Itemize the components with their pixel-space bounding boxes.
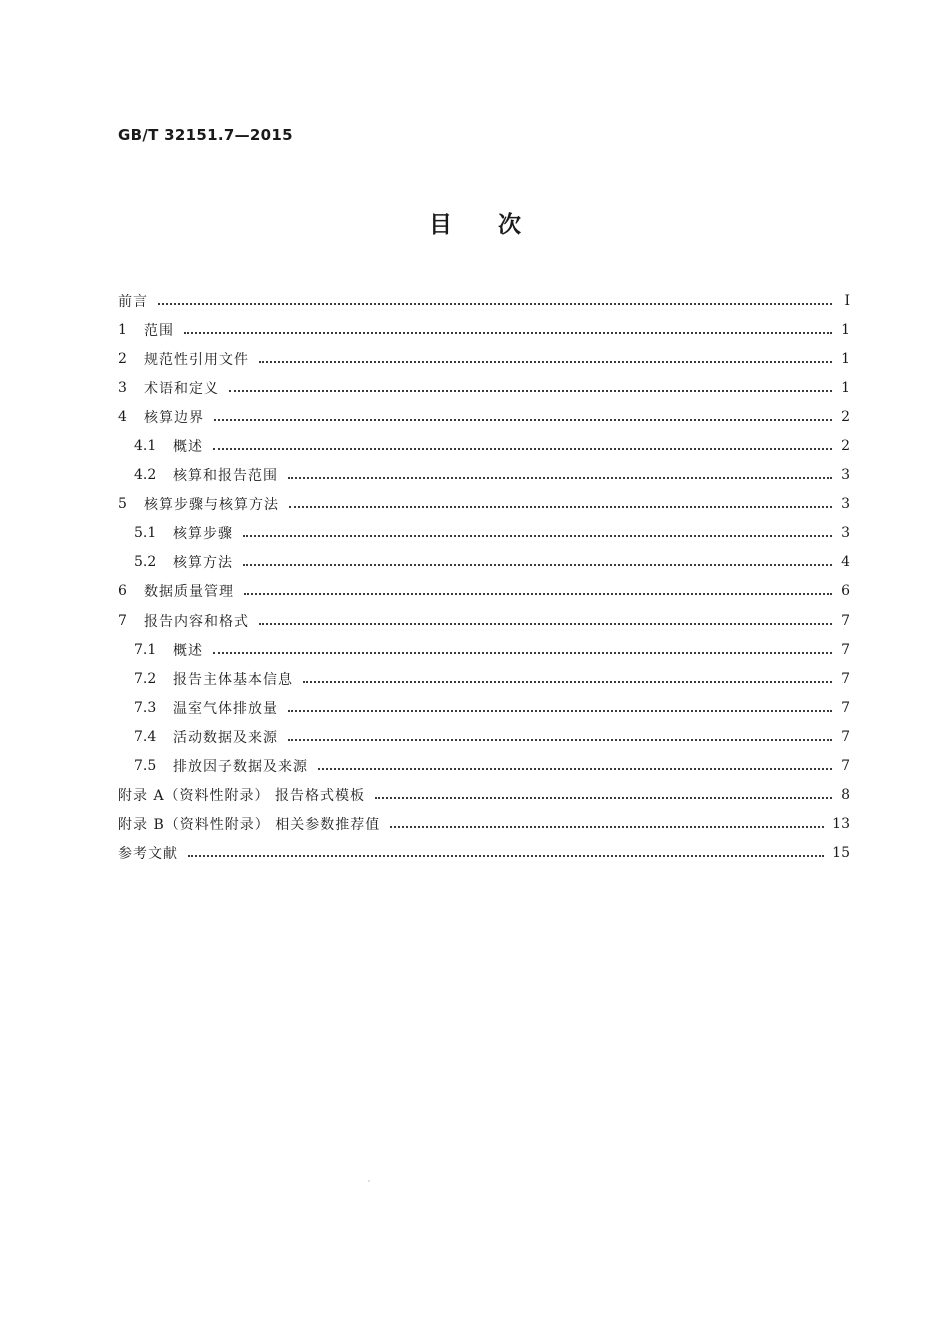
- toc-entry-title: 核算边界: [144, 409, 204, 426]
- toc-entry-page: 8: [841, 787, 850, 804]
- toc-entry-number: 7.4: [134, 728, 157, 745]
- toc-entry-title: 温室气体排放量: [173, 700, 278, 717]
- toc-entry-title: 附录 B（资料性附录） 相关参数推荐值: [118, 817, 381, 834]
- toc-dot-leader: [288, 696, 832, 712]
- toc-entry-page: 1: [841, 379, 850, 396]
- toc-entry[interactable]: [118, 810, 850, 839]
- toc-entry[interactable]: [118, 693, 850, 722]
- toc-dot-leader: [244, 579, 832, 595]
- toc-entry-title: 概述: [173, 439, 203, 456]
- toc-entry-page: 3: [841, 496, 850, 513]
- toc-entry[interactable]: [118, 722, 850, 751]
- toc-entry-title: 前言: [118, 293, 148, 310]
- scan-speck: [368, 1180, 370, 1182]
- toc-entry-number: 7.3: [134, 699, 157, 716]
- toc-entry-title: 附录 A（资料性附录） 报告格式模板: [118, 788, 366, 805]
- toc-entry-title: 核算步骤: [173, 526, 233, 543]
- toc-entry-number: 5.1: [134, 525, 157, 542]
- toc-entry[interactable]: [118, 519, 850, 548]
- toc-entry-title: 概述: [173, 642, 203, 659]
- toc-entry[interactable]: [118, 402, 850, 431]
- toc-entry-title: 核算步骤与核算方法: [144, 497, 279, 514]
- toc-dot-leader: [288, 725, 832, 741]
- toc-dot-leader: [243, 521, 832, 537]
- toc-entry-page: 7: [841, 641, 850, 658]
- toc-entry-page: 15: [832, 845, 850, 862]
- toc-entry-page: 1: [841, 350, 850, 367]
- toc-dot-leader: [259, 347, 832, 363]
- toc-entry-number: 1: [118, 321, 127, 338]
- toc-entry-title: 术语和定义: [144, 380, 219, 397]
- toc-entry-number: 4: [118, 408, 127, 425]
- toc-entry-number: 7.2: [134, 670, 157, 687]
- toc-dot-leader: [213, 434, 832, 450]
- table-of-contents: [118, 286, 850, 868]
- toc-entry-number: 7.1: [134, 641, 157, 658]
- toc-entry-title: 规范性引用文件: [144, 351, 249, 368]
- toc-dot-leader: [214, 405, 832, 421]
- toc-dot-leader: [288, 463, 832, 479]
- toc-entry[interactable]: [118, 781, 850, 810]
- toc-dot-leader: [289, 492, 832, 508]
- toc-entry[interactable]: [118, 577, 850, 606]
- toc-entry[interactable]: [118, 315, 850, 344]
- toc-entry-title: 核算和报告范围: [173, 468, 278, 485]
- toc-entry[interactable]: [118, 431, 850, 460]
- toc-entry-number: 5.2: [134, 554, 157, 571]
- toc-entry[interactable]: [118, 635, 850, 664]
- toc-entry[interactable]: [118, 490, 850, 519]
- toc-dot-leader: [243, 550, 832, 566]
- toc-entry-page: 2: [841, 438, 850, 455]
- toc-dot-leader: [188, 841, 824, 857]
- toc-title: [0, 206, 950, 239]
- toc-entry-page: 6: [841, 583, 850, 600]
- toc-entry[interactable]: [118, 752, 850, 781]
- toc-entry[interactable]: [118, 461, 850, 490]
- toc-entry-title: 数据质量管理: [144, 584, 234, 601]
- toc-entry-page: 7: [841, 758, 850, 775]
- toc-entry-page: 3: [841, 467, 850, 484]
- toc-dot-leader: [259, 609, 832, 625]
- toc-entry-title: 报告主体基本信息: [173, 671, 293, 688]
- toc-dot-leader: [318, 754, 832, 770]
- toc-entry[interactable]: [118, 839, 850, 868]
- toc-dot-leader: [213, 638, 832, 654]
- toc-entry[interactable]: [118, 286, 850, 315]
- toc-entry-page: 3: [841, 525, 850, 542]
- toc-entry-page: 1: [841, 321, 850, 338]
- toc-entry[interactable]: [118, 373, 850, 402]
- toc-entry-title: 排放因子数据及来源: [173, 759, 308, 776]
- toc-entry-title: 报告内容和格式: [144, 613, 249, 630]
- toc-entry-number: 4.2: [134, 467, 157, 484]
- toc-dot-leader: [229, 376, 832, 392]
- toc-dot-leader: [390, 812, 824, 828]
- toc-dot-leader: [303, 667, 832, 683]
- toc-entry[interactable]: [118, 664, 850, 693]
- toc-entry-title: 活动数据及来源: [173, 729, 278, 746]
- document-code: GB/T 32151.7—2015: [118, 126, 293, 144]
- toc-entry-page: 7: [841, 699, 850, 716]
- toc-entry[interactable]: [118, 344, 850, 373]
- toc-entry-page: 7: [841, 728, 850, 745]
- toc-entry-number: 7: [118, 612, 127, 629]
- toc-title-char-1: 目: [429, 212, 452, 238]
- toc-entry-number: 5: [118, 496, 127, 513]
- toc-entry-page: 4: [841, 554, 850, 571]
- toc-entry[interactable]: [118, 548, 850, 577]
- toc-entry-number: 4.1: [134, 438, 157, 455]
- toc-entry-page: 7: [841, 670, 850, 687]
- toc-entry[interactable]: [118, 606, 850, 635]
- toc-entry-page: 7: [841, 612, 850, 629]
- toc-entry-title: 核算方法: [173, 555, 233, 572]
- toc-entry-page: 2: [841, 408, 850, 425]
- toc-entry-page: Ⅰ: [844, 292, 850, 309]
- toc-entry-page: 13: [832, 816, 850, 833]
- toc-entry-number: 2: [118, 350, 127, 367]
- toc-entry-number: 7.5: [134, 758, 157, 775]
- toc-dot-leader: [184, 318, 832, 334]
- toc-entry-number: 6: [118, 583, 127, 600]
- toc-title-char-2: 次: [498, 212, 521, 238]
- toc-entry-title: 参考文献: [118, 846, 178, 863]
- toc-dot-leader: [158, 289, 832, 305]
- toc-entry-number: 3: [118, 379, 127, 396]
- toc-entry-title: 范围: [144, 322, 174, 339]
- toc-dot-leader: [375, 783, 832, 799]
